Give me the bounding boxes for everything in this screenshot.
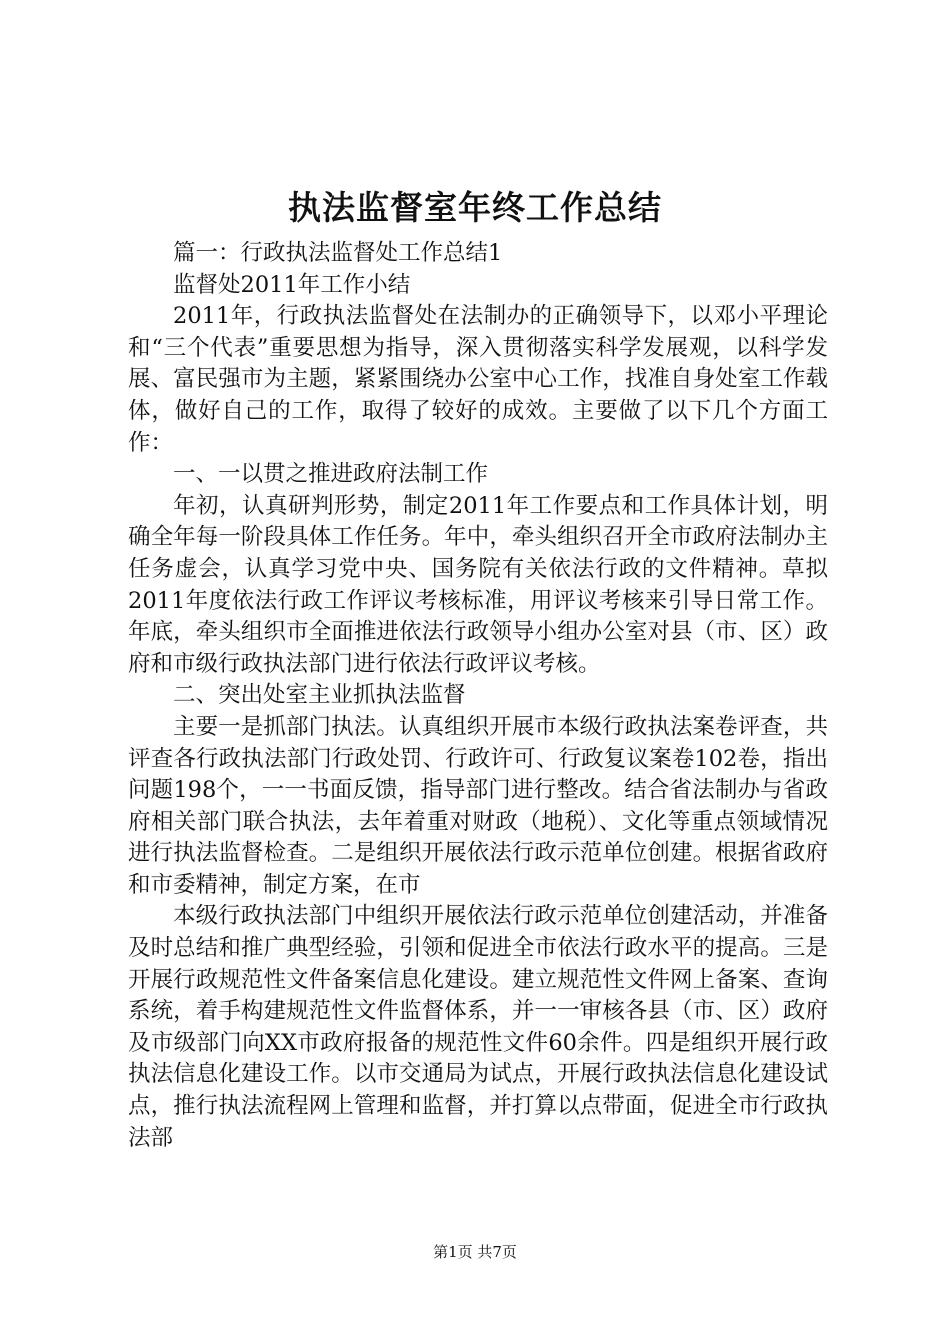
paragraph-subtitle: 监督处2011年工作小结 (173, 271, 411, 298)
paragraph-section-2b: 本级行政执法部门中组织开展依法行政示范单位创建活动，并准备及时总结和推广典型经验，引领和促进全市依法行政水平的提高。三是开展行政规范性文件备案信息化建设。建立规范性文件网上备案、查询系统，着手构建规范性文件监督体系，并一一审核各县（市、区）政府及市级部门向XX市政府报备的规范性文件60余件。四是组织开展行政执法信息化建设工作。以市交通局为试点，开展行政执法信息化建设试点，推行执法流程网上管理和监督，并打算以点带面，促进全市行政执法部 (128, 903, 828, 1151)
page-number-footer: 第1页 共7页 (433, 1243, 517, 1261)
section-heading-1: 一、一以贯之推进政府法制工作 (173, 461, 489, 488)
document-title: 执法监督室年终工作总结 (288, 188, 662, 227)
section-heading-2: 二、突出处室主业抓执法监督 (173, 682, 466, 709)
paragraph-section-1: 年初，认真研判形势，制定2011年工作要点和工作具体计划，明确全年每一阶段具体工作任务。年中，牵头组织召开全市政府法制办主任务虚会，认真学习党中央、国务院有关依法行政的文件精神。草拟2011年度依法行政工作评议考核标准，用评议考核来引导日常工作。年底，牵头组织市全面推进依法行政领导小组办公室对县（市、区）政府和市级行政执法部门进行依法行政评议考核。 (128, 492, 828, 677)
paragraph-intro: 2011年，行政执法监督处在法制办的正确领导下，以邓小平理论和“三个代表”重要思想为指导，深入贯彻落实科学发展观，以科学发展、富民强市为主题，紧紧围绕办公室中心工作，找准自身处室工作载体，做好自己的工作，取得了较好的成效。主要做了以下几个方面工作： (128, 303, 828, 456)
paragraph-section-2a: 主要一是抓部门执法。认真组织开展市本级行政执法案卷评查，共评查各行政执法部门行政处罚、行政许可、行政复议案卷102卷，指出问题198个，一一书面反馈，指导部门进行整改。结合省法制办与省政府相关部门联合执法，去年着重对财政（地税）、文化等重点领域情况进行执法监督检查。二是组织开展依法行政示范单位创建。根据省政府和市委精神，制定方案，在市 (128, 713, 828, 898)
document-body (128, 238, 828, 1154)
paragraph-article-heading: 篇一：行政执法监督处工作总结1 (173, 240, 503, 266)
